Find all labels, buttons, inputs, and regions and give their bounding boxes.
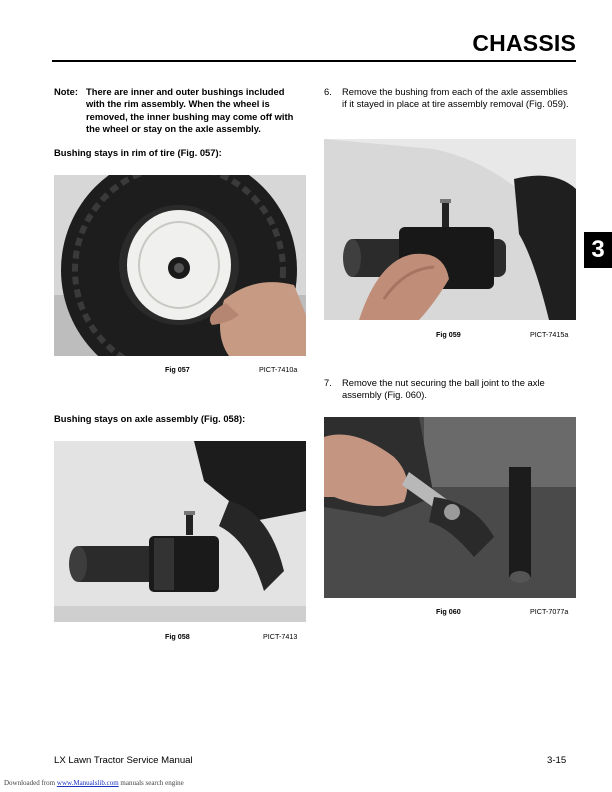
caption-fig-057: Fig 057 — [165, 365, 190, 374]
caption-fig-060: Fig 060 — [436, 607, 461, 616]
photo-fig-060-ball-joint-nut — [324, 417, 576, 598]
download-prefix: Downloaded from — [4, 779, 57, 787]
caption-fig-059: Fig 059 — [436, 330, 461, 339]
note-text: There are inner and outer bushings included with the rim assembly. When the wheel is removed, the inner bushing may come off with the wheel or stay on the axle assembly. — [86, 86, 294, 134]
step-6-number: 6. — [324, 86, 332, 97]
photo-fig-057-tire-rim — [54, 175, 306, 356]
caption-code-fig-060: PICT-7077a — [530, 607, 569, 616]
caption-code-fig-058: PICT-7413 — [263, 632, 298, 641]
header-divider — [52, 60, 576, 62]
photo-fig-058-axle-bushing — [54, 441, 306, 622]
footer-page-number: 3-15 — [547, 755, 567, 766]
manualslib-link[interactable]: www.Manualslib.com — [56, 779, 119, 787]
step-7-text: Remove the nut securing the ball joint to the axle assembly (Fig. 060). — [342, 377, 545, 401]
note-label: Note: — [54, 86, 78, 97]
subheading-bushing-axle: Bushing stays on axle assembly (Fig. 058): — [54, 413, 246, 424]
download-suffix: manuals search engine — [118, 779, 184, 787]
subheading-bushing-rim: Bushing stays in rim of tire (Fig. 057): — [54, 147, 222, 158]
page-section-title: CHASSIS — [472, 30, 576, 56]
caption-code-fig-057: PICT-7410a — [259, 365, 298, 374]
step-6-text: Remove the bushing from each of the axle assemblies if it stayed in place at tire assembly removal (Fig. 059). — [342, 86, 569, 110]
note-block — [54, 86, 304, 135]
step-7-number: 7. — [324, 377, 332, 388]
footer-manual-title: LX Lawn Tractor Service Manual — [54, 755, 193, 766]
step-7 — [324, 377, 570, 402]
photo-fig-059-remove-bushing — [324, 139, 576, 320]
step-6 — [324, 86, 570, 111]
caption-fig-058: Fig 058 — [165, 632, 190, 641]
chapter-tab: 3 — [584, 232, 612, 268]
caption-code-fig-059: PICT-7415a — [530, 330, 569, 339]
download-notice — [4, 779, 184, 787]
